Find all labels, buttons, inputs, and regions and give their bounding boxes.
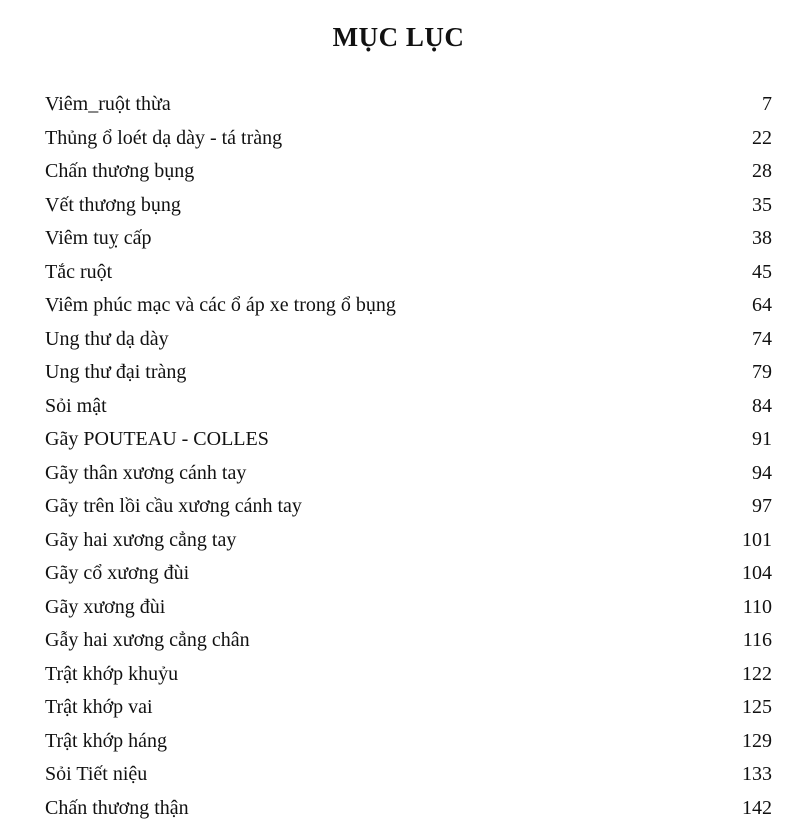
toc-entry bbox=[0, 593, 797, 627]
toc-entry-title: Sỏi Tiết niệu bbox=[45, 763, 148, 785]
toc-entry-title: Ung thư dạ dày bbox=[45, 327, 169, 350]
toc-entry-title: Chấn thương thận bbox=[45, 796, 189, 819]
toc-entry-page: 91 bbox=[752, 428, 772, 450]
toc-entry-page: 84 bbox=[752, 394, 772, 417]
toc-entry-title: Gãy POUTEAU - COLLES bbox=[45, 428, 269, 450]
toc-entry-title: Viêm_ruột thừa bbox=[45, 93, 171, 115]
toc-entry-title: Vết thương bụng bbox=[45, 193, 181, 216]
toc-entry bbox=[0, 291, 797, 325]
toc-entry-title: Viêm tuỵ cấp bbox=[45, 227, 152, 249]
toc-entry-title: Gãy hai xương cẳng tay bbox=[45, 528, 237, 551]
toc-entry bbox=[0, 492, 797, 526]
toc-entry-page: 45 bbox=[752, 260, 772, 283]
toc-entry bbox=[0, 425, 797, 459]
toc-entry-page: 142 bbox=[742, 796, 772, 819]
toc-entry-page: 122 bbox=[742, 662, 772, 685]
toc-entry bbox=[0, 794, 797, 827]
toc-entry-title: Gãy thân xương cánh tay bbox=[45, 461, 247, 484]
toc-entry-title: Viêm phúc mạc và các ổ áp xe trong ổ bụng bbox=[45, 294, 396, 316]
toc-entry-page: 7 bbox=[762, 93, 772, 115]
toc-entry-title: Trật khớp khuỷu bbox=[45, 662, 179, 685]
table-of-contents bbox=[0, 90, 797, 827]
toc-entry-page: 97 bbox=[752, 495, 772, 517]
toc-entry bbox=[0, 258, 797, 292]
toc-entry bbox=[0, 626, 797, 660]
toc-entry bbox=[0, 325, 797, 359]
toc-entry-page: 101 bbox=[742, 528, 772, 551]
toc-entry-page: 79 bbox=[752, 361, 772, 383]
toc-entry-page: 64 bbox=[752, 294, 772, 316]
toc-entry bbox=[0, 693, 797, 727]
toc-entry bbox=[0, 526, 797, 560]
toc-entry-title: Thủng ổ loét dạ dày - tá tràng bbox=[45, 126, 283, 149]
toc-entry-title: Tắc ruột bbox=[45, 260, 113, 283]
toc-entry bbox=[0, 660, 797, 694]
toc-entry-page: 104 bbox=[742, 562, 772, 584]
toc-entry bbox=[0, 559, 797, 593]
toc-entry bbox=[0, 760, 797, 794]
toc-entry-title: Gãy trên lồi cầu xương cánh tay bbox=[45, 495, 302, 517]
toc-entry-page: 129 bbox=[742, 729, 772, 752]
toc-entry-page: 22 bbox=[752, 126, 772, 149]
toc-entry bbox=[0, 191, 797, 225]
toc-entry-title: Sỏi mật bbox=[45, 394, 107, 417]
toc-entry-page: 38 bbox=[752, 227, 772, 249]
toc-entry-page: 110 bbox=[742, 595, 772, 618]
toc-entry-title: Chấn thương bụng bbox=[45, 160, 195, 182]
toc-entry-page: 74 bbox=[752, 327, 772, 350]
toc-entry bbox=[0, 358, 797, 392]
toc-entry-page: 28 bbox=[752, 160, 772, 182]
toc-entry bbox=[0, 392, 797, 426]
toc-entry-title: Ung thư đại tràng bbox=[45, 361, 187, 383]
toc-entry-title: Trật khớp vai bbox=[45, 696, 153, 718]
page-title: MỤC LỤC bbox=[332, 22, 465, 52]
toc-entry-page: 125 bbox=[742, 696, 772, 718]
toc-entry bbox=[0, 157, 797, 191]
toc-entry-title: Trật khớp háng bbox=[45, 729, 168, 752]
toc-entry-page: 116 bbox=[742, 629, 772, 651]
toc-entry-page: 133 bbox=[742, 763, 772, 785]
toc-entry bbox=[0, 90, 797, 124]
toc-entry-title: Gãy xương đùi bbox=[45, 595, 166, 618]
toc-entry-title: Gẫy hai xương cẳng chân bbox=[45, 629, 250, 651]
toc-entry bbox=[0, 459, 797, 493]
toc-entry bbox=[0, 124, 797, 158]
toc-entry-page: 94 bbox=[752, 461, 772, 484]
toc-entry bbox=[0, 224, 797, 258]
toc-entry-title: Gãy cổ xương đùi bbox=[45, 562, 190, 584]
toc-entry bbox=[0, 727, 797, 761]
toc-entry-page: 35 bbox=[752, 193, 772, 216]
